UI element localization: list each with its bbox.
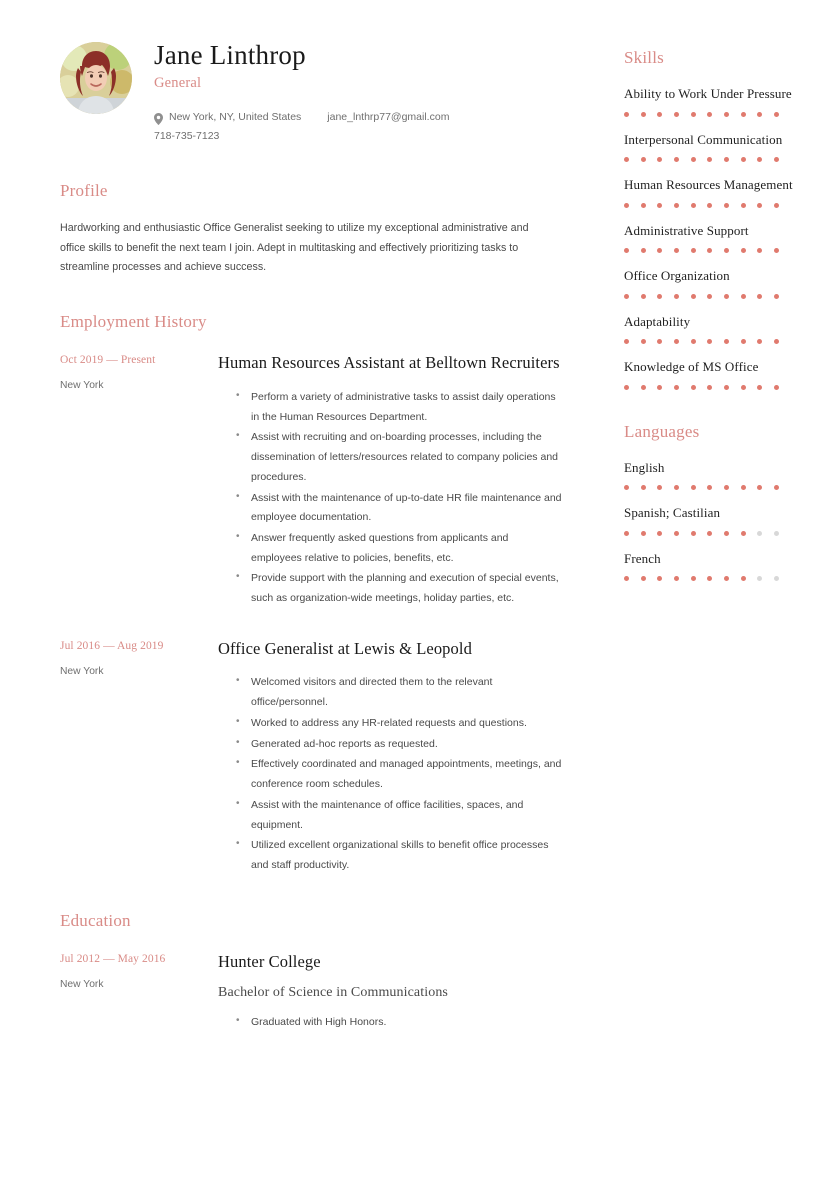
rating-dot <box>707 385 712 390</box>
list-item <box>624 312 836 345</box>
rating-dot <box>624 385 629 390</box>
entry-meta <box>60 636 218 877</box>
rating-dot <box>724 576 729 581</box>
rating-dot <box>657 576 662 581</box>
contact-row <box>154 108 494 127</box>
entry-bullets <box>218 673 562 875</box>
page-title: Jane Linthrop <box>154 40 306 70</box>
profile-section <box>60 181 562 278</box>
education-section <box>60 911 562 1034</box>
rating-dot <box>674 203 679 208</box>
job-title: General <box>154 75 202 92</box>
rating-dot <box>691 576 696 581</box>
rating-dot <box>641 385 646 390</box>
list-item <box>624 458 836 491</box>
entry-date: Oct 2019 — Present <box>60 354 156 367</box>
education-entry <box>60 949 562 1034</box>
skill-label: Office Organization <box>624 268 730 283</box>
rating-dot <box>657 531 662 536</box>
entry-heading: Hunter College <box>218 951 321 971</box>
rating-dot <box>657 339 662 344</box>
list-item <box>624 130 836 163</box>
rating-dot <box>691 203 696 208</box>
rating-dot <box>741 294 746 299</box>
rating-dot <box>724 112 729 117</box>
rating-dot <box>674 157 679 162</box>
rating-dot <box>741 339 746 344</box>
rating-dots <box>624 112 779 117</box>
rating-dot <box>757 531 762 536</box>
entry-location: New York <box>60 665 104 677</box>
languages-section <box>624 422 836 582</box>
rating-dot <box>691 157 696 162</box>
entry-date: Jul 2012 — May 2016 <box>60 952 166 965</box>
rating-dot <box>657 385 662 390</box>
rating-dot <box>724 385 729 390</box>
entry-heading: Office Generalist at Lewis & Leopold <box>218 638 472 658</box>
rating-dot <box>641 248 646 253</box>
list-item <box>624 357 836 390</box>
employment-section <box>60 312 562 877</box>
rating-dot <box>741 203 746 208</box>
list-item <box>624 84 836 117</box>
rating-dot <box>691 248 696 253</box>
rating-dot <box>724 339 729 344</box>
entry-bullets <box>218 388 562 609</box>
skill-label: Administrative Support <box>624 222 749 238</box>
rating-dot <box>641 112 646 117</box>
list-item: • Assist with recruiting and on-boarding processes, including the dissemination of letters/resources related to company policies and procedures. <box>236 428 562 487</box>
sidebar <box>624 30 836 1187</box>
rating-dots <box>624 576 779 581</box>
rating-dot <box>691 485 696 490</box>
rating-dot <box>707 339 712 344</box>
rating-dot <box>657 294 662 299</box>
rating-dot <box>774 385 779 390</box>
list-item: • Welcomed visitors and directed them to the relevant office/personnel. <box>236 673 562 712</box>
entry-date: Jul 2016 — Aug 2019 <box>60 639 164 652</box>
rating-dot <box>674 385 679 390</box>
rating-dot <box>641 294 646 299</box>
rating-dot <box>691 531 696 536</box>
rating-dots <box>624 531 779 536</box>
rating-dot <box>691 294 696 299</box>
rating-dots <box>624 248 779 253</box>
rating-dot <box>624 203 629 208</box>
list-item: • Utilized excellent organizational skills to benefit office processes and staff productivity. <box>236 836 562 875</box>
rating-dot <box>724 531 729 536</box>
rating-dot <box>624 157 629 162</box>
rating-dot <box>674 485 679 490</box>
list-item: • Graduated with High Honors. <box>236 1013 562 1033</box>
entry-location: New York <box>60 380 104 392</box>
rating-dot <box>641 203 646 208</box>
rating-dot <box>774 112 779 117</box>
list-item <box>624 175 836 208</box>
rating-dot <box>641 576 646 581</box>
rating-dot <box>724 203 729 208</box>
rating-dot <box>624 576 629 581</box>
rating-dots <box>624 385 779 390</box>
rating-dot <box>707 112 712 117</box>
rating-dot <box>707 294 712 299</box>
rating-dot <box>724 485 729 490</box>
rating-dot <box>624 294 629 299</box>
rating-dot <box>774 294 779 299</box>
rating-dot <box>757 385 762 390</box>
employment-entry <box>60 350 562 610</box>
rating-dots <box>624 157 779 162</box>
rating-dot <box>657 112 662 117</box>
rating-dots <box>624 485 779 490</box>
list-item: • Worked to address any HR-related requests and questions. <box>236 714 562 734</box>
rating-dot <box>757 485 762 490</box>
rating-dot <box>707 485 712 490</box>
rating-dot <box>757 294 762 299</box>
rating-dot <box>674 531 679 536</box>
rating-dots <box>624 203 779 208</box>
entry-heading: Human Resources Assistant at Belltown Recruiters <box>218 353 560 373</box>
rating-dot <box>774 576 779 581</box>
rating-dot <box>757 576 762 581</box>
rating-dot <box>691 339 696 344</box>
entry-meta <box>60 949 218 1034</box>
rating-dot <box>641 339 646 344</box>
resume-header <box>60 30 562 147</box>
rating-dot <box>674 576 679 581</box>
avatar <box>60 42 132 114</box>
section-title-employment: Employment History <box>60 312 207 332</box>
skills-list <box>624 84 836 390</box>
rating-dot <box>657 203 662 208</box>
rating-dot <box>741 157 746 162</box>
rating-dot <box>724 248 729 253</box>
rating-dot <box>657 157 662 162</box>
rating-dot <box>624 339 629 344</box>
rating-dot <box>674 294 679 299</box>
rating-dot <box>757 112 762 117</box>
list-item <box>624 266 836 299</box>
skill-label: Ability to Work Under Pressure <box>624 86 792 101</box>
rating-dot <box>707 531 712 536</box>
rating-dot <box>774 485 779 490</box>
section-title-education: Education <box>60 910 131 930</box>
rating-dot <box>674 339 679 344</box>
section-title-languages: Languages <box>624 421 700 441</box>
rating-dot <box>724 157 729 162</box>
header-text <box>154 38 562 147</box>
rating-dot <box>757 339 762 344</box>
section-title-profile: Profile <box>60 180 108 200</box>
list-item: • Generated ad-hoc reports as requested. <box>236 735 562 755</box>
main-column <box>60 30 580 1187</box>
language-label: French <box>624 550 661 566</box>
rating-dot <box>624 112 629 117</box>
rating-dot <box>774 248 779 253</box>
rating-dot <box>707 248 712 253</box>
rating-dot <box>641 157 646 162</box>
employment-entry <box>60 636 562 877</box>
language-label: English <box>624 459 665 475</box>
list-item: • Effectively coordinated and managed appointments, meetings, and conference room schedules. <box>236 755 562 794</box>
list-item: • Provide support with the planning and execution of special events, such as organization-wide meetings, holiday parties, etc. <box>236 569 562 608</box>
rating-dot <box>741 248 746 253</box>
rating-dot <box>774 531 779 536</box>
rating-dot <box>757 248 762 253</box>
language-label: Spanish; Castilian <box>624 505 721 520</box>
rating-dot <box>741 576 746 581</box>
rating-dot <box>691 385 696 390</box>
entry-body <box>218 350 562 610</box>
rating-dot <box>724 294 729 299</box>
contact-location: New York, NY, United States <box>169 111 302 124</box>
rating-dot <box>624 248 629 253</box>
list-item: • Perform a variety of administrative tasks to assist daily operations in the Human Resources Department. <box>236 388 562 427</box>
rating-dot <box>624 485 629 490</box>
rating-dot <box>757 203 762 208</box>
rating-dot <box>641 485 646 490</box>
section-title-skills: Skills <box>624 48 664 67</box>
list-item: • Answer frequently asked questions from applicants and employees relative to policies, benefits, etc. <box>236 529 562 568</box>
rating-dot <box>707 157 712 162</box>
list-item <box>624 503 836 536</box>
rating-dot <box>774 203 779 208</box>
skill-label: Knowledge of MS Office <box>624 359 759 374</box>
entry-bullets <box>218 1013 562 1033</box>
skill-label: Interpersonal Communication <box>624 131 783 147</box>
rating-dot <box>641 531 646 536</box>
languages-list <box>624 458 836 582</box>
rating-dot <box>674 248 679 253</box>
map-pin-icon <box>154 113 163 125</box>
rating-dot <box>741 531 746 536</box>
skill-label: Human Resources Management <box>624 177 793 192</box>
list-item: • Assist with the maintenance of office facilities, spaces, and equipment. <box>236 796 562 835</box>
rating-dot <box>757 157 762 162</box>
rating-dots <box>624 339 779 344</box>
rating-dot <box>674 112 679 117</box>
list-item <box>624 549 836 582</box>
rating-dots <box>624 294 779 299</box>
rating-dot <box>657 248 662 253</box>
entry-subheading: Bachelor of Science in Communications <box>218 985 448 1001</box>
entry-meta <box>60 350 218 610</box>
rating-dot <box>707 203 712 208</box>
rating-dot <box>707 576 712 581</box>
rating-dot <box>774 339 779 344</box>
rating-dot <box>657 485 662 490</box>
list-item <box>624 221 836 254</box>
rating-dot <box>624 531 629 536</box>
contact-email[interactable]: jane_lnthrp77@gmail.com <box>327 111 450 124</box>
entry-body <box>218 949 562 1034</box>
profile-text: Hardworking and enthusiastic Office Generalist seeking to utilize my exceptional administrative and office skills to benefit the next team I join. Adept in multitasking and effectively prioritizing tasks to streamline processes and achieve success. <box>60 221 529 274</box>
entry-body <box>218 636 562 877</box>
contact-phone[interactable]: 718-735-7123 <box>154 130 220 143</box>
skills-section <box>624 48 836 390</box>
rating-dot <box>741 485 746 490</box>
skill-label: Adaptability <box>624 313 691 329</box>
rating-dot <box>691 112 696 117</box>
list-item: • Assist with the maintenance of up-to-date HR file maintenance and employee documentation. <box>236 489 562 528</box>
rating-dot <box>741 112 746 117</box>
contact-block <box>154 108 494 147</box>
entry-location: New York <box>60 978 104 990</box>
rating-dot <box>774 157 779 162</box>
rating-dot <box>741 385 746 390</box>
